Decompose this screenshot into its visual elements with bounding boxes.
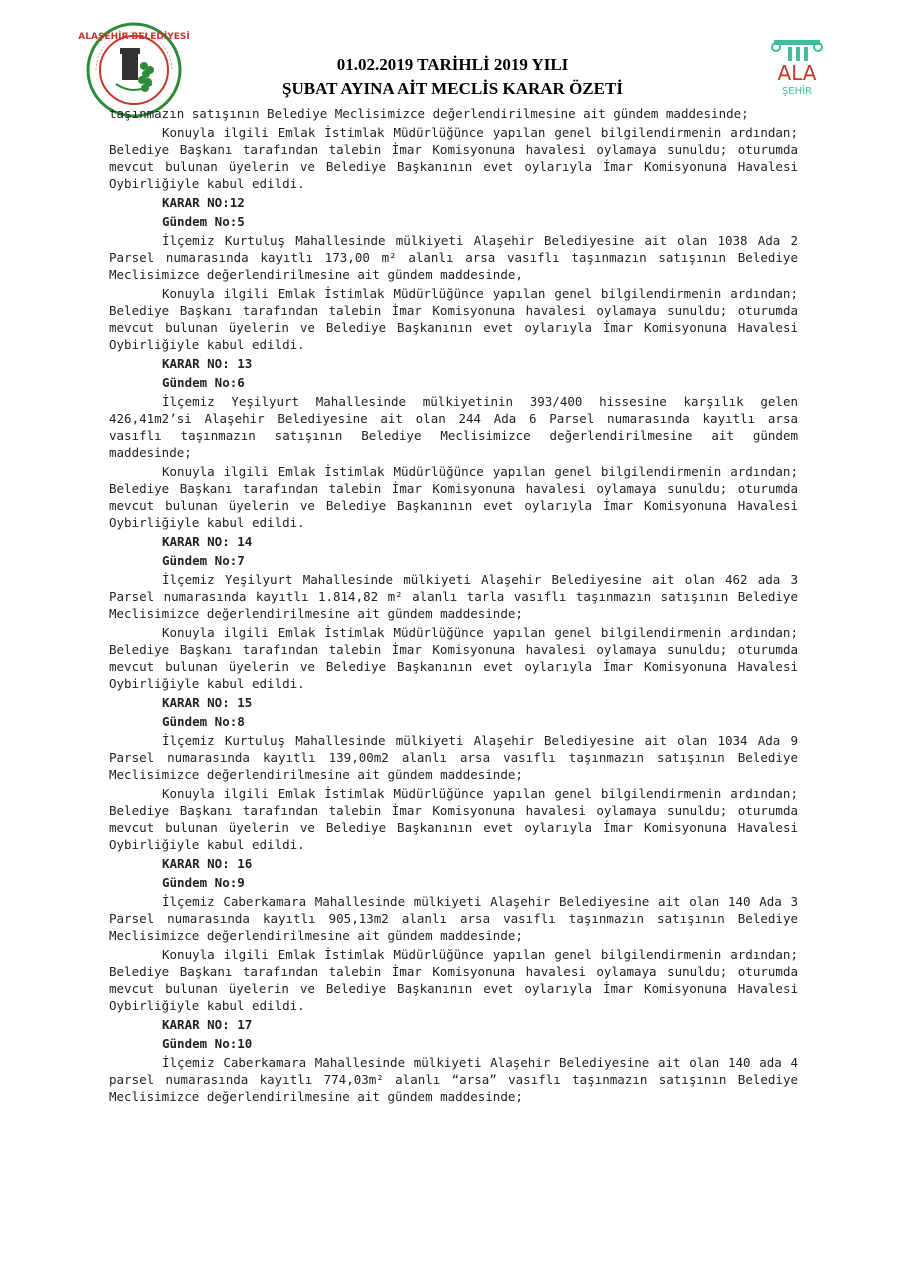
decision-text: Konuyla ilgili Emlak İstimlak Müdürlüğünce yapılan genel bilgilendirmenin ardından; Belediye Başkanı tarafından talebin İmar Komisyonuna havalesi oylamaya sunuldu; oturumda mevcut bulunan üyelerin ve Belediye Başkanının evet oylarıyla İmar Komisyonuna Havalesi Oybirliğiyle kabul edildi. <box>109 947 798 1013</box>
agenda-text: İlçemiz Kurtuluş Mahallesinde mülkiyeti Alaşehir Belediyesine ait olan 1034 Ada 9 Parsel numarasında kayıtlı 139,00m2 alanlı arsa vasıflı taşınmazın satışının Belediye Meclisimizce değerlendirilmesine ait gündem maddesinde; <box>109 733 798 782</box>
decision-text: Konuyla ilgili Emlak İstimlak Müdürlüğünce yapılan genel bilgilendirmenin ardından; Belediye Başkanı tarafından talebin İmar Komisyonuna havalesi oylamaya sunuldu; oturumda mevcut bulunan üyelerin ve Belediye Başkanının evet oylarıyla İmar Komisyonuna Havalesi Oybirliğiyle kabul edildi. <box>109 786 798 852</box>
agenda-text: İlçemiz Kurtuluş Mahallesinde mülkiyeti Alaşehir Belediyesine ait olan 1038 Ada 2 Parsel numarasında kayıtlı 173,00 m² alanlı arsa vasıflı taşınmazın satışının Belediye Meclisimizce değerlendirilmesine ait gündem maddesinde, <box>109 233 798 282</box>
svg-text:ALA: ALA <box>777 61 817 85</box>
section-karar-16 <box>109 855 798 1014</box>
section-karar-14 <box>109 533 798 692</box>
document-body <box>109 105 798 1105</box>
header-title-line1: 01.02.2019 TARİHLİ 2019 YILI <box>336 55 569 74</box>
ala-sehir-brand-logo <box>752 38 842 102</box>
agenda-text: İlçemiz Caberkamara Mahallesinde mülkiyeti Alaşehir Belediyesine ait olan 140 Ada 3 Parsel numarasında kayıtlı 905,13m2 alanlı arsa vasıflı taşınmazın satışının Belediye Meclisimizce değerlendirilmesine ait gündem maddesinde; <box>109 894 798 943</box>
agenda-text: İlçemiz Yeşilyurt Mahallesinde mülkiyetinin 393/400 hissesine karşılık gelen 426,41m2’si Alaşehir Belediyesine ait olan 244 Ada 6 Parsel numarasında kayıtlı arsa vasıflı taşınmazın satışının Belediye Meclisimizce değerlendirilmesine ait gündem maddesinde; <box>109 394 798 460</box>
karar-no: KARAR NO: 16 <box>162 856 253 871</box>
gundem-no: Gündem No:7 <box>162 553 245 568</box>
agenda-text: İlçemiz Caberkamara Mahallesinde mülkiyeti Alaşehir Belediyesine ait olan 140 ada 4 parsel numarasında kayıtlı 774,03m² alanlı “arsa” vasıflı taşınmazın satışının Belediye Meclisimizce değerlendirilmesine ait gündem maddesinde; <box>109 1055 798 1104</box>
karar-no: KARAR NO: 13 <box>162 356 253 371</box>
decision-text: Konuyla ilgili Emlak İstimlak Müdürlüğünce yapılan genel bilgilendirmenin ardından; Belediye Başkanı tarafından talebin İmar Komisyonuna havalesi oylamaya sunuldu; oturumda mevcut bulunan üyelerin ve Belediye Başkanının evet oylarıyla İmar Komisyonuna Havalesi Oybirliğiyle kabul edildi. <box>109 286 798 352</box>
gundem-no: Gündem No:8 <box>162 714 245 729</box>
intro-decision: Konuyla ilgili Emlak İstimlak Müdürlüğünce yapılan genel bilgilendirmenin ardından; Belediye Başkanı tarafından talebin İmar Komisyonuna havalesi oylamaya sunuldu; oturumda mevcut bulunan üyelerin ve Belediye Başkanının evet oylarıyla İmar Komisyonuna Havalesi Oybirliğiyle kabul edildi. <box>109 125 798 191</box>
gundem-no: Gündem No:6 <box>162 375 245 390</box>
header-title-line2: ŞUBAT AYINA AİT MECLİS KARAR ÖZETİ <box>282 79 623 98</box>
section-karar-13 <box>109 355 798 531</box>
seal-text: ALAŞEHİR BELEDİYESİ <box>78 32 190 42</box>
page-header <box>0 0 905 110</box>
intro-continuation: taşınmazın satışının Belediye Meclisimizce değerlendirilmesine ait gündem maddesinde; <box>109 106 749 121</box>
gundem-no: Gündem No:9 <box>162 875 245 890</box>
gundem-no: Gündem No:5 <box>162 214 245 229</box>
gundem-no: Gündem No:10 <box>162 1036 253 1051</box>
karar-no: KARAR NO: 17 <box>162 1017 253 1032</box>
section-karar-15 <box>109 694 798 853</box>
agenda-text: İlçemiz Yeşilyurt Mahallesinde mülkiyeti Alaşehir Belediyesine ait olan 462 ada 3 Parsel numarasında kayıtlı 1.814,82 m² alanlı tarla vasıflı taşınmazın satışının Belediye Meclisimizce değerlendirilmesine ait gündem maddesinde; <box>109 572 798 621</box>
karar-no: KARAR NO: 14 <box>162 534 253 549</box>
karar-no: KARAR NO:12 <box>162 195 245 210</box>
karar-no: KARAR NO: 15 <box>162 695 253 710</box>
decision-text: Konuyla ilgili Emlak İstimlak Müdürlüğünce yapılan genel bilgilendirmenin ardından; Belediye Başkanı tarafından talebin İmar Komisyonuna havalesi oylamaya sunuldu; oturumda mevcut bulunan üyelerin ve Belediye Başkanının evet oylarıyla İmar Komisyonuna Havalesi Oybirliğiyle kabul edildi. <box>109 625 798 691</box>
section-karar-17 <box>109 1016 798 1105</box>
svg-text:ŞEHİR: ŞEHİR <box>781 86 813 97</box>
decision-text: Konuyla ilgili Emlak İstimlak Müdürlüğünce yapılan genel bilgilendirmenin ardından; Belediye Başkanı tarafından talebin İmar Komisyonuna havalesi oylamaya sunuldu; oturumda mevcut bulunan üyelerin ve Belediye Başkanının evet oylarıyla İmar Komisyonuna Havalesi Oybirliğiyle kabul edildi. <box>109 464 798 530</box>
section-karar-12 <box>109 194 798 353</box>
